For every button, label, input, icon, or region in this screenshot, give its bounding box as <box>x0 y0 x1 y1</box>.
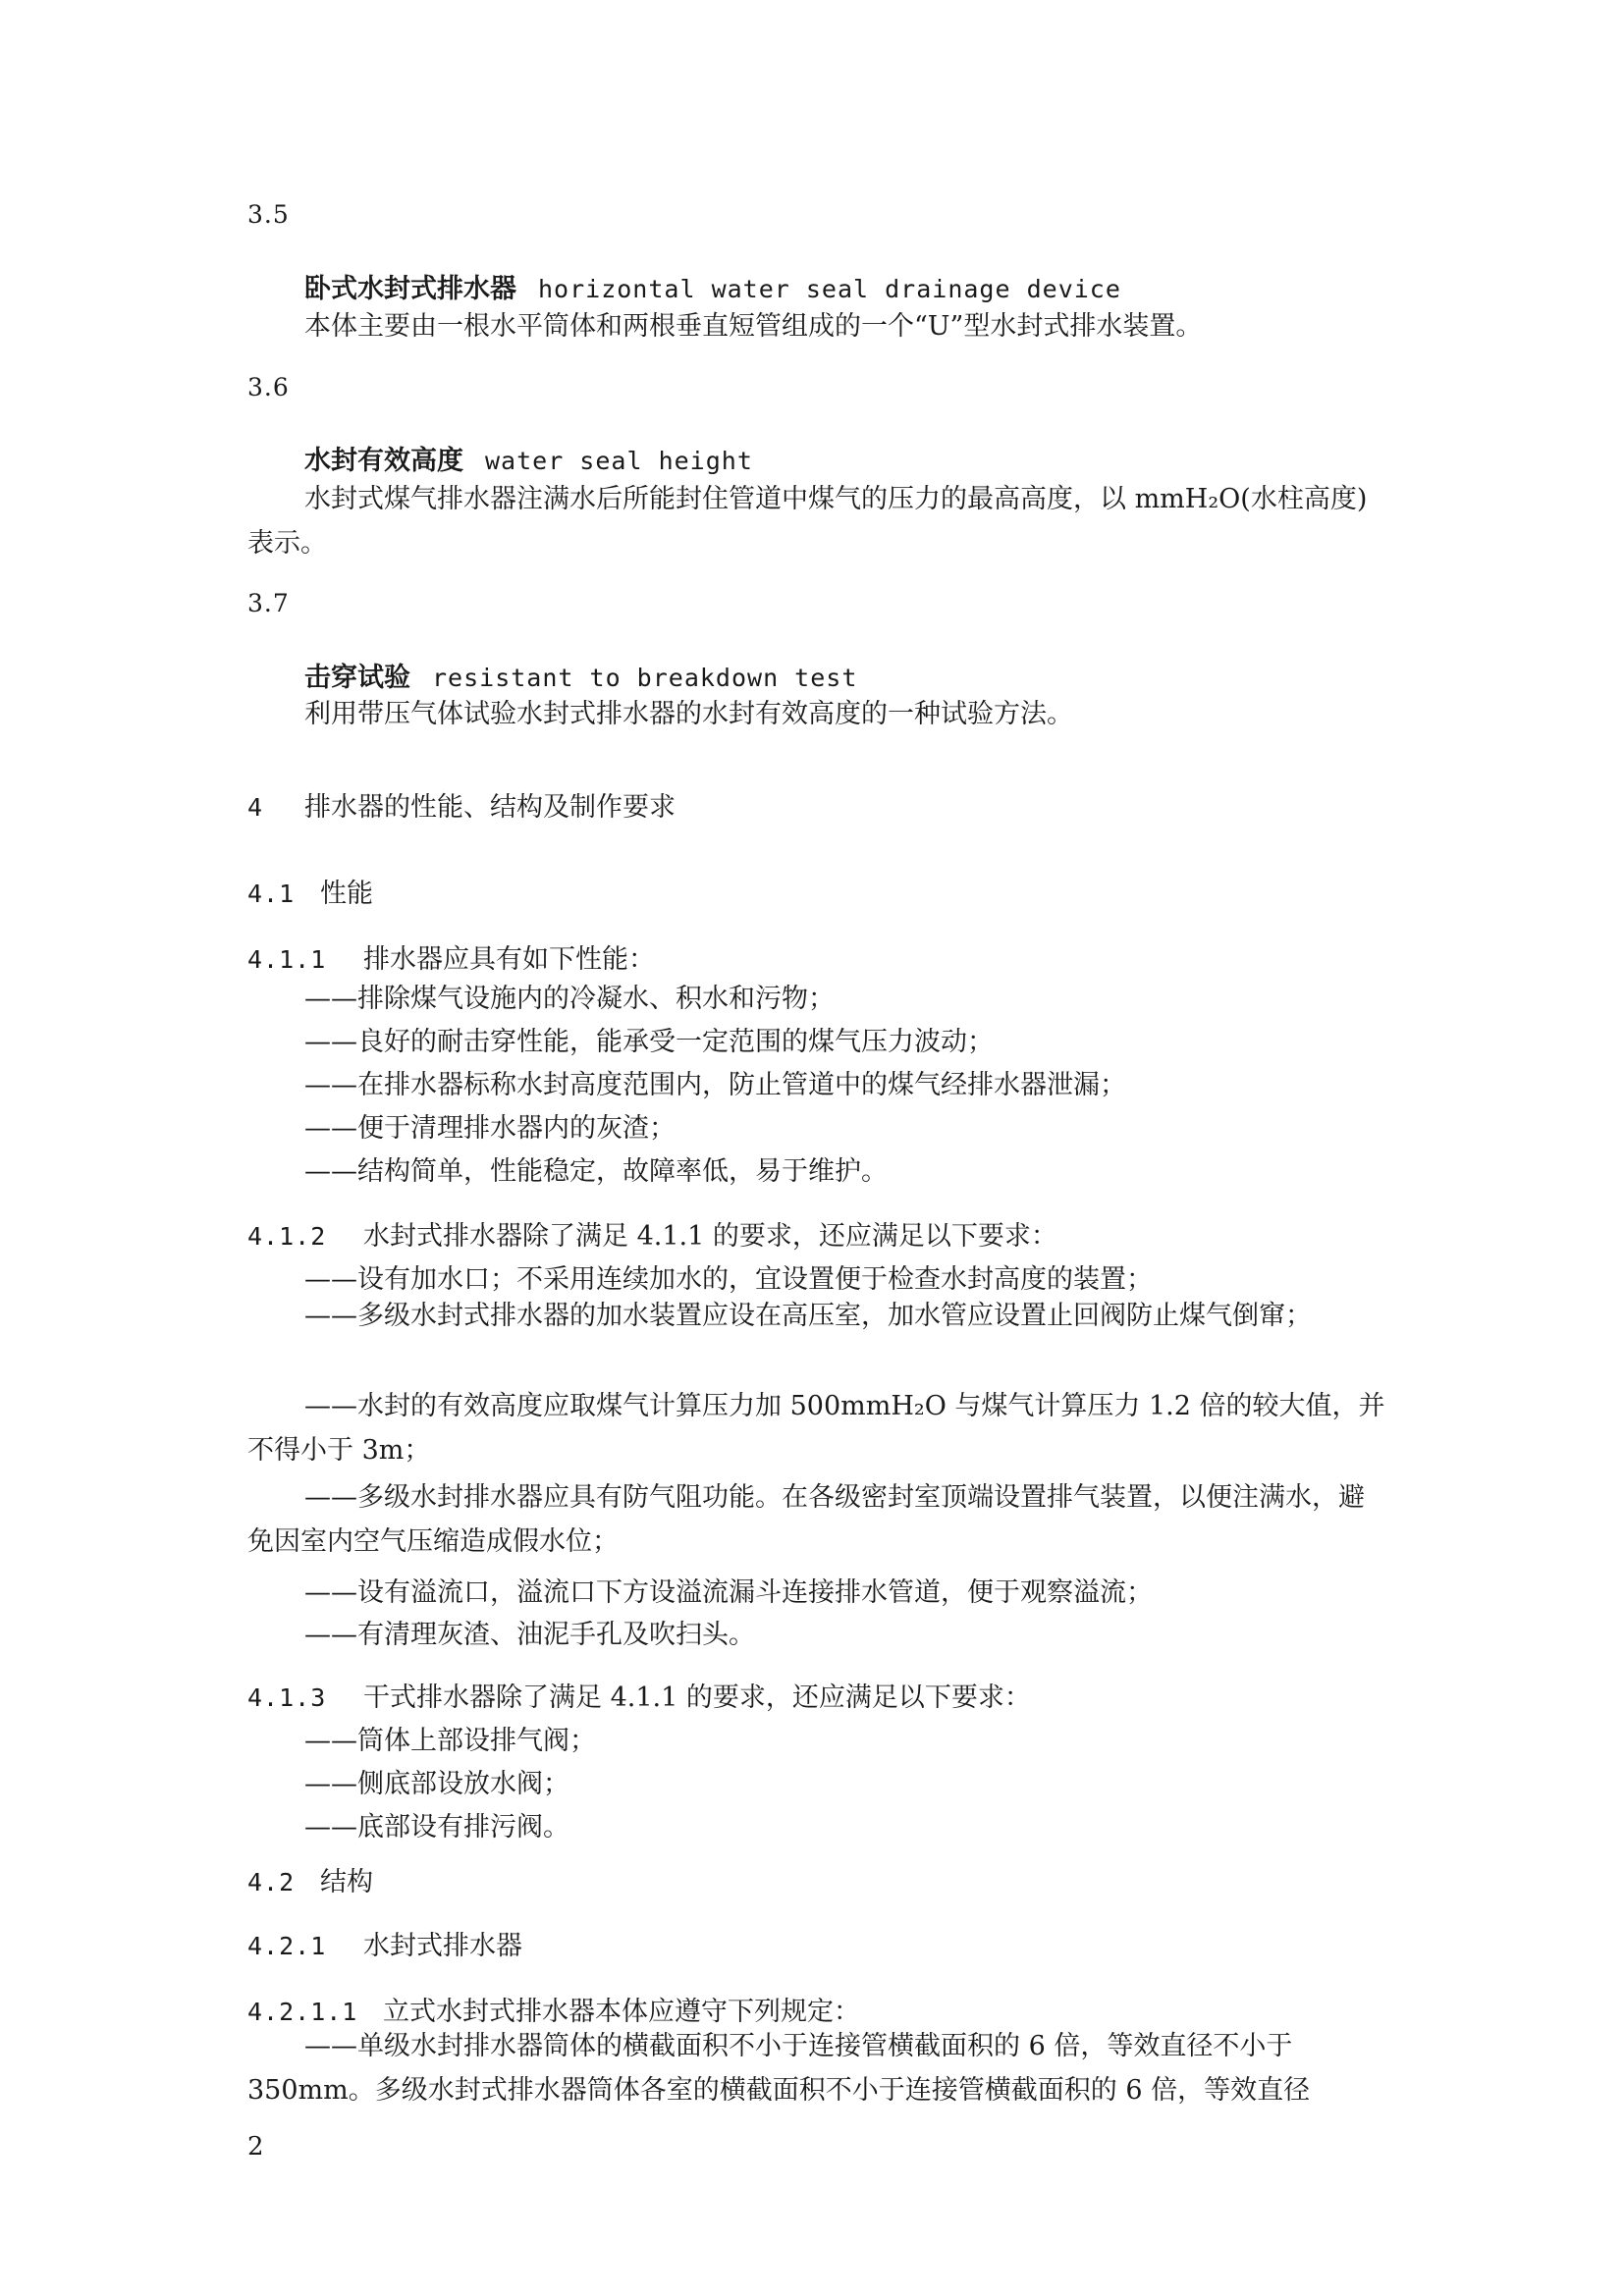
list-item: ——在排水器标称水封高度范围内，防止管道中的煤气经排水器泄漏； <box>304 1070 1126 1100</box>
term-chinese: 卧式水封式排水器 <box>304 274 516 304</box>
subsection-number: 4.1 <box>247 880 296 908</box>
list-item: ——结构简单，性能稳定，故障率低，易于维护。 <box>304 1156 888 1187</box>
clause-text: 排水器应具有如下性能： <box>363 944 655 975</box>
subsection-heading <box>247 1860 373 1898</box>
clause-text: 水封式排水器除了满足 4.1.1 的要求，还应满足以下要求： <box>363 1221 1057 1252</box>
clause-number: 4.1.3 <box>247 1683 327 1712</box>
term-definition: 水封式煤气排水器注满水后所能封住管道中煤气的压力的最高高度，以 mmH₂O(水柱高度)表示。 <box>247 484 1368 559</box>
subsection-title: 性能 <box>320 879 373 909</box>
list-item: ——筒体上部设排气阀； <box>304 1726 596 1756</box>
list-item: ——底部设有排污阀。 <box>304 1812 569 1842</box>
term-english: horizontal water seal drainage device <box>538 275 1121 303</box>
list-item: ——良好的耐击穿性能，能承受一定范围的煤气压力波动； <box>304 1027 994 1057</box>
list-item: ——有清理灰渣、油泥手孔及吹扫头。 <box>304 1620 755 1650</box>
page-number: 2 <box>247 2132 264 2162</box>
clause-number: 4.2.1.1 <box>247 1998 358 2026</box>
section-title: 排水器的性能、结构及制作要求 <box>304 792 676 823</box>
term-number: 3.6 <box>247 373 290 401</box>
clause-text: 干式排水器除了满足 4.1.1 的要求，还应满足以下要求： <box>363 1682 1031 1713</box>
term-heading <box>304 267 1121 305</box>
clause-lead <box>247 1214 1057 1253</box>
clause-lead <box>247 937 655 976</box>
term-number: 3.5 <box>247 200 290 229</box>
subsection-heading <box>247 1924 522 1962</box>
term-definition: 利用带压气体试验水封式排水器的水封有效高度的一种试验方法。 <box>304 699 1073 729</box>
list-item: ——排除煤气设施内的冷凝水、积水和污物； <box>304 984 835 1014</box>
list-item: ——单级水封排水器筒体的横截面积不小于连接管横截面积的 6 倍，等效直径不小于350mm。多级水封式排水器筒体各室的横截面积不小于连接管横截面积的 6 倍，等效直径 <box>247 2031 1311 2106</box>
term-chinese: 水封有效高度 <box>304 446 463 476</box>
clause-number: 4.1.1 <box>247 945 327 974</box>
section-heading <box>247 785 676 824</box>
subsection-number: 4.2.1 <box>247 1932 327 1960</box>
clause-number: 4.1.2 <box>247 1222 327 1251</box>
list-item: ——设有溢流口，溢流口下方设溢流漏斗连接排水管道，便于观察溢流； <box>304 1577 1153 1608</box>
clause-text: 立式水封式排水器本体应遵守下列规定： <box>383 1997 860 2027</box>
clause-lead <box>247 1676 1031 1714</box>
clause-lead <box>247 1990 860 2028</box>
subsection-title: 结构 <box>320 1867 373 1897</box>
list-item: ——设有加水口；不采用连续加水的，宜设置便于检查水封高度的装置； <box>304 1264 1153 1295</box>
list-item: ——多级水封式排水器的加水装置应设在高压室，加水管应设置止回阀防止煤气倒窜； <box>304 1301 1312 1331</box>
list-item: ——侧底部设放水阀； <box>304 1769 569 1799</box>
term-english: water seal height <box>485 447 753 475</box>
list-item: ——多级水封排水器应具有防气阻功能。在各级密封室顶端设置排气装置，以便注满水，避免因室内空气压缩造成假水位； <box>247 1482 1365 1557</box>
list-item: ——便于清理排水器内的灰渣； <box>304 1113 676 1144</box>
subsection-number: 4.2 <box>247 1868 296 1896</box>
subsection-title: 水封式排水器 <box>363 1931 522 1961</box>
term-heading <box>304 439 753 477</box>
term-definition: 本体主要由一根水平筒体和两根垂直短管组成的一个“U”型水封式排水装置。 <box>304 311 1203 342</box>
section-number: 4 <box>247 793 264 822</box>
term-heading <box>304 656 857 694</box>
subsection-heading <box>247 872 373 910</box>
term-chinese: 击穿试验 <box>304 663 410 693</box>
term-english: resistant to breakdown test <box>432 664 858 692</box>
list-item: ——水封的有效高度应取煤气计算压力加 500mmH₂O 与煤气计算压力 1.2 倍的较大值，并不得小于 3m； <box>247 1391 1385 1466</box>
term-number: 3.7 <box>247 589 290 617</box>
